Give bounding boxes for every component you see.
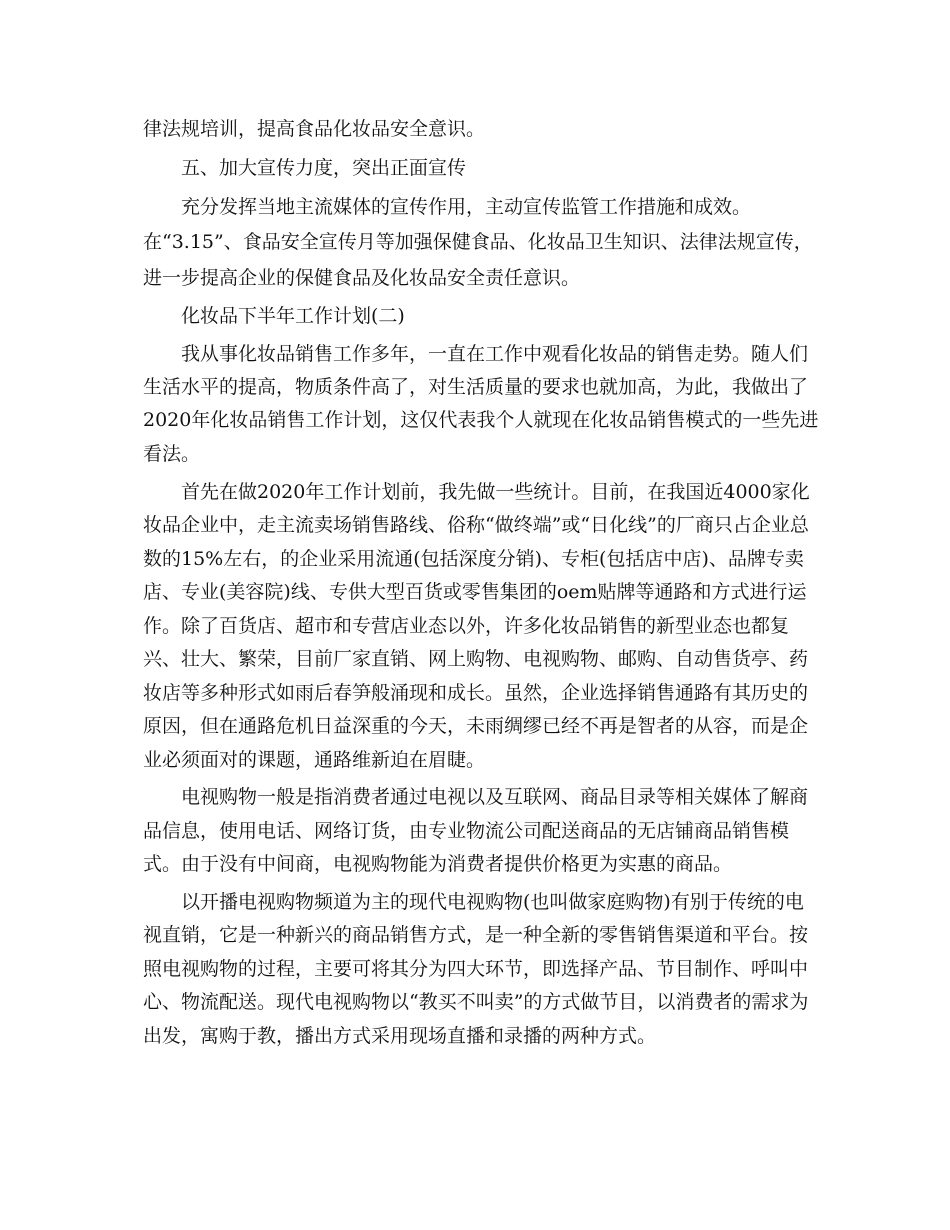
text-line: 照电视购物的过程，主要可将其分为四大环节，即选择产品、节目制作、呼叫中: [143, 958, 809, 980]
text-line: 兴、壮大、繁荣，目前厂家直销、网上购物、电视购物、邮购、自动售货亭、药: [143, 648, 809, 670]
text-line: 以开播电视购物频道为主的现代电视购物(也叫做家庭购物)有别于传统的电: [181, 891, 804, 913]
text-line: 首先在做2020年工作计划前，我先做一些统计。目前，在我国近4000家化: [181, 481, 810, 503]
text-line: 我从事化妆品销售工作多年，一直在工作中观看化妆品的销售走势。随人们: [181, 343, 809, 365]
text-line: 心、物流配送。现代电视购物以“教买不叫卖”的方式做节目，以消费者的需求为: [143, 991, 809, 1013]
text-line: 妆品企业中，走主流卖场销售路线、俗称“做终端”或“日化线”的厂商只占企业总: [143, 514, 809, 536]
text-line: 充分发挥当地主流媒体的宣传作用，主动宣传监管工作措施和成效。: [181, 196, 752, 218]
text-line: 业必须面对的课题，通路维新迫在眉睫。: [143, 749, 486, 771]
text-line: 店、专业(美容院)线、专供大型百货或零售集团的oem贴牌等通路和方式进行运: [143, 581, 807, 603]
text-line: 视直销，它是一种新兴的商品销售方式，是一种全新的零售销售渠道和平台。按: [143, 924, 809, 946]
section-heading: 化妆品下半年工作计划(二): [181, 305, 405, 327]
text-line: 品信息，使用电话、网络订货，由专业物流公司配送商品的无店铺商品销售模: [143, 820, 790, 842]
text-line: 在“3.15”、食品安全宣传月等加强保健食品、化妆品卫生知识、法律法规宣传，: [143, 231, 813, 253]
text-line: 出发，寓购于教，播出方式采用现场直播和录播的两种方式。: [143, 1025, 657, 1047]
text-line: 律法规培训，提高食品化妆品安全意识。: [143, 118, 486, 140]
text-line: 原因，但在通路危机日益深重的今天，未雨绸缪已经不再是智者的从容，而是企: [143, 715, 809, 737]
section-heading: 五、加大宣传力度，突出正面宣传: [181, 157, 467, 179]
text-line: 数的15%左右，的企业采用流通(包括深度分销)、专柜(包括店中店)、品牌专卖: [143, 548, 804, 570]
text-line: 电视购物一般是指消费者通过电视以及互联网、商品目录等相关媒体了解商: [181, 786, 809, 808]
text-line: 式。由于没有中间商，电视购物能为消费者提供价格更为实惠的商品。: [143, 853, 733, 875]
text-line: 妆店等多种形式如雨后春笋般涌现和成长。虽然，企业选择销售通路有其历史的: [143, 682, 809, 704]
text-line: 作。除了百货店、超市和专营店业态以外，许多化妆品销售的新型业态也都复: [143, 615, 790, 637]
text-line: 生活水平的提高，物质条件高了，对生活质量的要求也就加高，为此，我做出了: [143, 376, 809, 398]
text-line: 进一步提高企业的保健食品及化妆品安全责任意识。: [143, 267, 581, 289]
text-line: 看法。: [143, 443, 201, 465]
text-line: 2020年化妆品销售工作计划，这仅代表我个人就现在化妆品销售模式的一些先进: [143, 409, 819, 431]
